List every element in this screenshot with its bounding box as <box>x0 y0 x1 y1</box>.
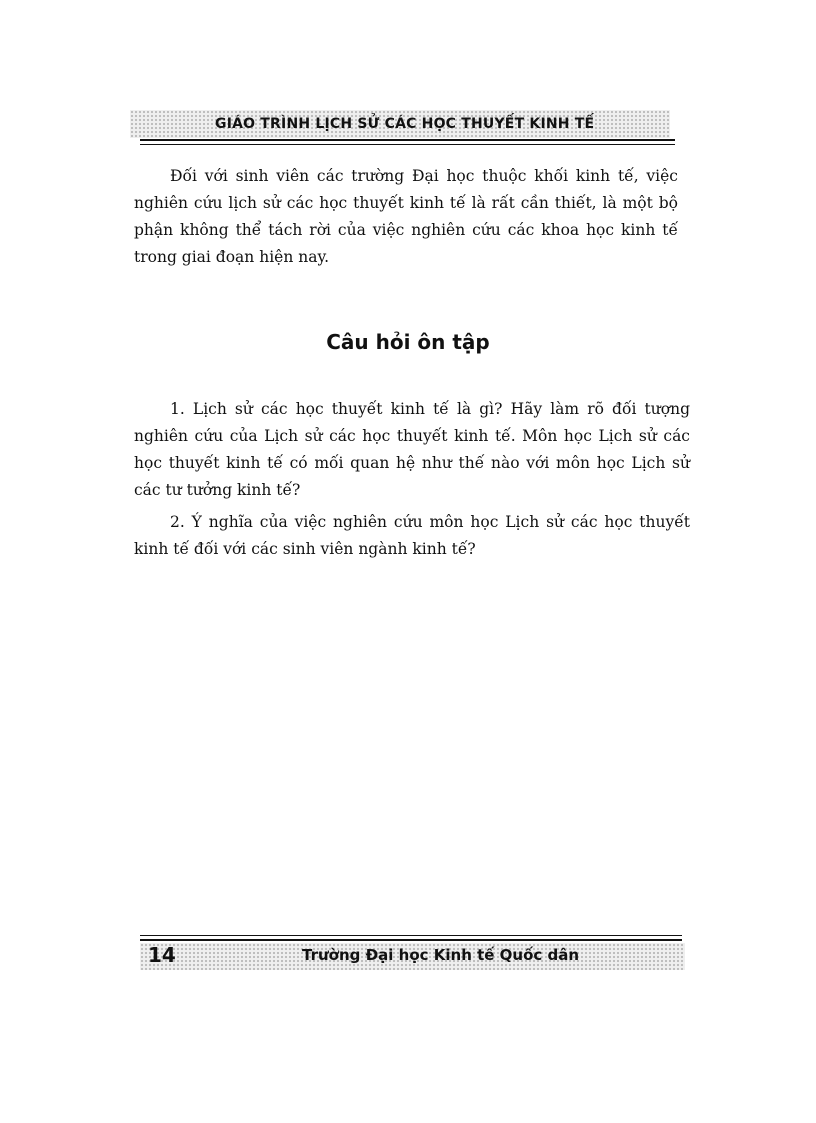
footer-rule-thin <box>140 935 682 936</box>
running-header-title: GIÁO TRÌNH LỊCH SỬ CÁC HỌC THUYẾT KINH TẾ <box>215 116 595 132</box>
review-questions-list <box>134 396 690 568</box>
page-number: 14 <box>148 943 176 967</box>
review-question-1: 1. Lịch sử các học thuyết kinh tế là gì? Hãy làm rõ đối tượng nghiên cứu của Lịch sử các học thuyết kinh tế. Môn học Lịch sử các học thuyết kinh tế có mối quan hệ như thế nào với môn học Lịch sử các tư tưởng kinh tế? <box>134 400 690 499</box>
review-section-title: Câu hỏi ôn tập <box>326 330 490 354</box>
header-rule-thick <box>140 139 675 141</box>
footer-institution: Trường Đại học Kinh tế Quốc dân <box>302 946 580 964</box>
header-rule-thin <box>140 144 675 145</box>
footer-rule-thick <box>140 939 682 941</box>
review-question-2: 2. Ý nghĩa của việc nghiên cứu môn học Lịch sử các học thuyết kinh tế đối với các sinh viên ngành kinh tế? <box>134 513 690 558</box>
intro-paragraph: Đối với sinh viên các trường Đại học thuộc khối kinh tế, việc nghiên cứu lịch sử các học thuyết kinh tế là rất cần thiết, là một bộ phận không thể tách rời của việc nghiên cứu các khoa học kinh tế trong giai đoạn hiện nay. <box>134 167 678 266</box>
